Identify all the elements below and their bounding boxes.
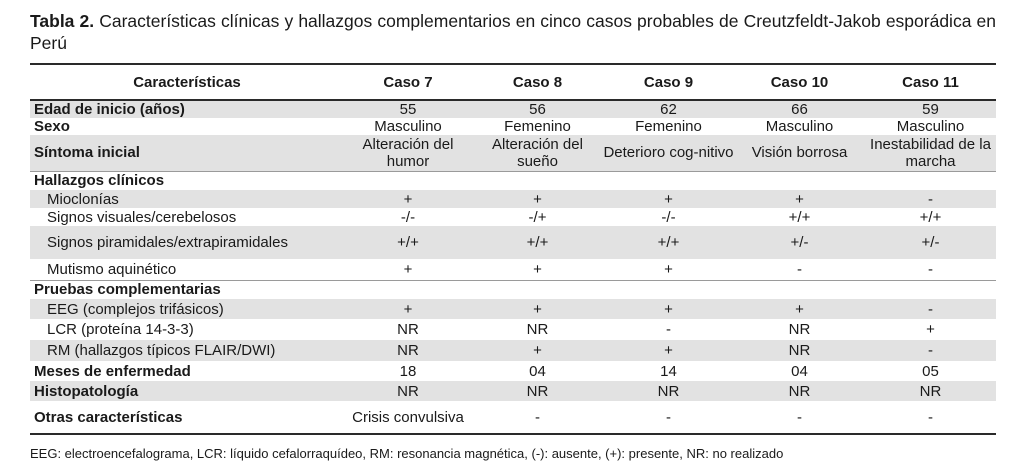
table-cell: - <box>797 408 802 426</box>
table-cell: -/- <box>661 208 676 226</box>
table-cell: Femenino <box>504 118 571 135</box>
table-cell: + <box>603 340 734 361</box>
row-mutismo <box>30 259 996 280</box>
table-cell: + <box>472 340 603 361</box>
table-cell: NR <box>734 381 865 401</box>
table-cell: NR <box>526 321 549 338</box>
table-cell: NR <box>734 340 865 361</box>
row-label: Otras características <box>34 408 183 426</box>
table-cell: +/- <box>734 226 865 259</box>
table-cell: Alteración del humor <box>344 135 472 171</box>
row-label: LCR (proteína 14-3-3) <box>47 321 194 338</box>
row-meses <box>30 361 996 381</box>
table-cell: - <box>797 260 802 278</box>
table-cell: + <box>926 321 935 338</box>
row-mioclonias <box>30 190 996 208</box>
table-cell: + <box>664 260 673 278</box>
table-cell: + <box>734 190 865 208</box>
row-label: Mutismo aquinético <box>47 260 177 278</box>
table-cell: 59 <box>865 100 996 118</box>
table-cell: Deterioro cog-nitivo <box>603 135 734 171</box>
table-cell: NR <box>344 381 472 401</box>
table-cell: 66 <box>734 100 865 118</box>
row-otras <box>30 401 996 434</box>
table-cell: Alteración del sueño <box>472 135 603 171</box>
table-cell: 04 <box>791 362 808 380</box>
table-cell: Femenino <box>635 118 702 135</box>
table-cell: +/+ <box>788 208 811 226</box>
row-label: Signos piramidales/extrapiramidales <box>30 226 344 259</box>
header-caso-8: Caso 8 <box>472 64 603 100</box>
header-caso-10: Caso 10 <box>734 64 865 100</box>
table-cell: NR <box>603 381 734 401</box>
row-edad <box>30 100 996 118</box>
row-visuales <box>30 208 996 226</box>
table-cell: Visión borrosa <box>734 135 865 171</box>
table-caption <box>30 10 996 54</box>
table-cell: -/+ <box>528 208 547 226</box>
table-cell: NR <box>397 321 419 338</box>
row-hallazgos-header <box>30 171 996 190</box>
row-label: Mioclonías <box>30 190 344 208</box>
table-cell: - <box>928 408 933 426</box>
table-cell: NR <box>788 321 811 338</box>
table-cell: - <box>666 408 671 426</box>
row-rm <box>30 340 996 361</box>
table-cell: - <box>666 321 671 338</box>
table-cell: + <box>533 260 542 278</box>
row-pruebas-header <box>30 280 996 299</box>
row-histopatologia <box>30 381 996 401</box>
table-cell: + <box>472 190 603 208</box>
table-cell: NR <box>344 340 472 361</box>
table-cell: 14 <box>660 362 677 380</box>
caption-text: Características clínicas y hallazgos complementarios en cinco casos probables de Creutzfeldt-Jakob esporádica en Perú <box>30 11 996 53</box>
row-eeg <box>30 299 996 319</box>
table-cell: + <box>472 299 603 319</box>
row-sintoma <box>30 135 996 171</box>
row-label: Edad de inicio (años) <box>30 100 344 118</box>
table-cell: + <box>603 299 734 319</box>
row-label: RM (hallazgos típicos FLAIR/DWI) <box>30 340 344 361</box>
table-cell: - <box>865 190 996 208</box>
table-cell: + <box>734 299 865 319</box>
table-footnote: EEG: electroencefalograma, LCR: líquido cefalorraquídeo, RM: resonancia magnética, (-): ausente, (+): presente, NR: no realizado <box>30 446 784 461</box>
table-cell: 55 <box>344 100 472 118</box>
table-cell: +/- <box>865 226 996 259</box>
table-cell: + <box>603 190 734 208</box>
table-cell: + <box>344 299 472 319</box>
table-cell: Masculino <box>765 118 834 135</box>
caption-label: Tabla 2. <box>30 11 95 31</box>
row-label: Signos visuales/cerebelosos <box>47 208 237 226</box>
row-label: Sexo <box>34 118 70 135</box>
header-caso-11: Caso 11 <box>865 64 996 100</box>
table-cell: -/- <box>400 208 416 226</box>
table-cell: +/+ <box>919 208 942 226</box>
section-label: Pruebas complementarias <box>30 280 996 299</box>
table-cell: Masculino <box>896 118 965 135</box>
table-cell: 04 <box>529 362 546 380</box>
table-cell: + <box>344 190 472 208</box>
row-label: EEG (complejos trifásicos) <box>30 299 344 319</box>
row-piramidales <box>30 226 996 259</box>
table-cell: Masculino <box>374 118 442 135</box>
clinical-table <box>30 63 996 435</box>
row-lcr <box>30 319 996 340</box>
table-cell: - <box>535 408 540 426</box>
table-cell: + <box>403 260 413 278</box>
table-cell: 56 <box>472 100 603 118</box>
table-cell: - <box>928 260 933 278</box>
table-cell: NR <box>865 381 996 401</box>
table-cell: NR <box>472 381 603 401</box>
header-row <box>30 64 996 100</box>
table-cell: Crisis convulsiva <box>352 408 464 426</box>
table-cell: Inestabilidad de la marcha <box>865 135 996 171</box>
table-cell: +/+ <box>344 226 472 259</box>
section-label: Hallazgos clínicos <box>30 171 996 190</box>
table-cell: 18 <box>399 362 417 380</box>
table-cell: - <box>865 340 996 361</box>
table-cell: +/+ <box>472 226 603 259</box>
row-label: Meses de enfermedad <box>34 362 191 380</box>
row-label: Histopatología <box>30 381 344 401</box>
table-cell: +/+ <box>603 226 734 259</box>
header-caso-7: Caso 7 <box>344 64 472 100</box>
table-cell: 05 <box>922 362 939 380</box>
table-cell: 62 <box>603 100 734 118</box>
table-cell: - <box>865 299 996 319</box>
row-sexo <box>30 118 996 135</box>
header-caso-9: Caso 9 <box>603 64 734 100</box>
header-caracteristicas: Características <box>30 64 344 100</box>
row-label: Síntoma inicial <box>30 135 344 171</box>
